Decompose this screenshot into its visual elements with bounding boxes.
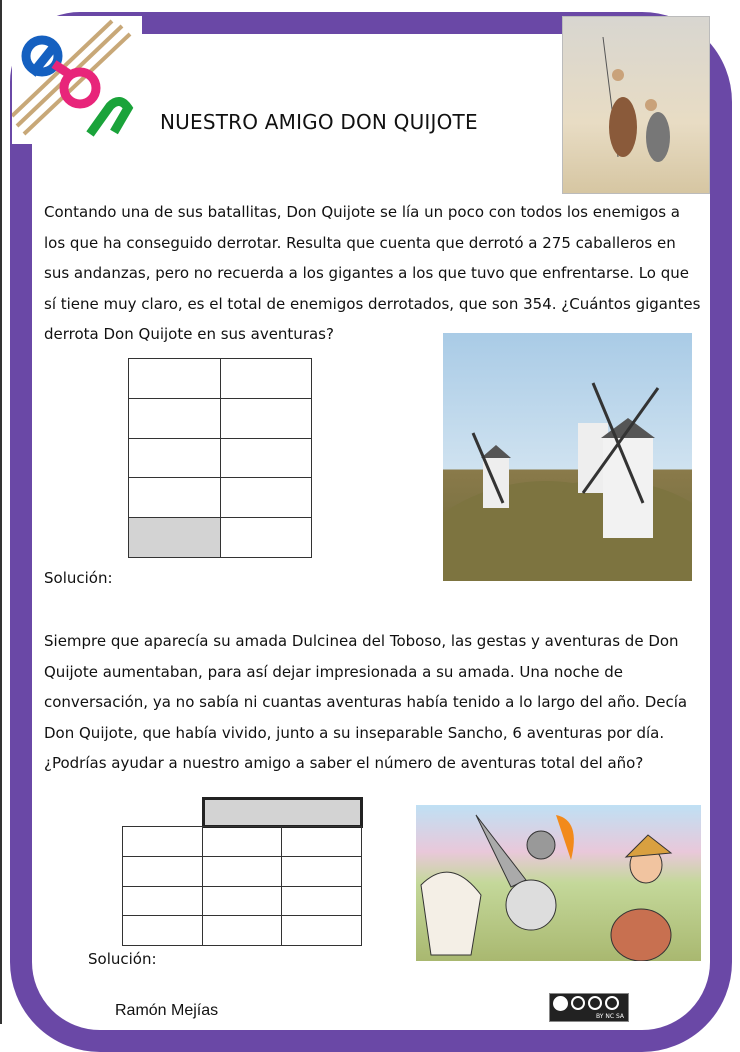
answer-grid-2-header[interactable] — [202, 797, 363, 828]
grid-cell[interactable] — [129, 478, 221, 518]
grid-cell[interactable] — [202, 856, 282, 886]
solution-label-2: Solución: — [88, 950, 157, 968]
grid-cell[interactable] — [202, 827, 282, 857]
grid-cell[interactable] — [202, 916, 282, 946]
grid-cell[interactable] — [123, 827, 203, 857]
grid-cell[interactable] — [282, 886, 362, 916]
grid-cell[interactable] — [220, 438, 312, 478]
windmills-photo — [443, 333, 692, 581]
grid-cell[interactable] — [282, 827, 362, 857]
page-title: NUESTRO AMIGO DON QUIJOTE — [160, 110, 478, 134]
answer-grid-2 — [122, 826, 362, 946]
grid-cell[interactable] — [220, 398, 312, 438]
grid-cell[interactable] — [282, 856, 362, 886]
solution-label-1: Solución: — [44, 569, 113, 587]
grid-cell[interactable] — [220, 359, 312, 399]
creative-commons-license-badge[interactable] — [549, 993, 629, 1022]
grid-cell[interactable] — [129, 398, 221, 438]
grid-cell[interactable] — [202, 886, 282, 916]
cc-license-text: BY NC SA — [596, 1013, 624, 1020]
abn-logo — [12, 16, 142, 144]
quijote-engraving-image — [562, 16, 710, 194]
problem-1-text: Contando una de sus batallitas, Don Quijote se lía un poco con todos los enemigos a los que ha conseguido derrotar. Resulta que cuenta que derrotó a 275 caballeros en sus andanzas, pero no recuerda a los gigantes a los que tuvo que enfrentarse. Lo que sí tiene muy claro, es el total de enemigos derrotados, que son 354. ¿Cuántos gigantes derrota Don Quijote en sus aventuras? — [44, 203, 701, 343]
grid-cell[interactable] — [220, 518, 312, 558]
grid-cell[interactable] — [129, 359, 221, 399]
grid-cell[interactable] — [123, 856, 203, 886]
quijote-cartoon-image — [416, 805, 701, 961]
grid-cell[interactable] — [282, 916, 362, 946]
grid-cell[interactable] — [220, 478, 312, 518]
answer-grid-1 — [128, 358, 312, 558]
grid-cell[interactable] — [129, 438, 221, 478]
grid-cell-shaded[interactable] — [129, 518, 221, 558]
grid-cell[interactable] — [123, 916, 203, 946]
grid-cell[interactable] — [123, 886, 203, 916]
author-name: Ramón Mejías — [115, 1002, 219, 1019]
cc-icons — [550, 994, 628, 1013]
page-edge — [0, 0, 2, 1024]
problem-2-text: Siempre que aparecía su amada Dulcinea del Toboso, las gestas y aventuras de Don Quijote aumentaban, para así dejar impresionada a su amada. Una noche de conversación, ya no sabía ni cuantas aventuras había tenido a lo largo del año. Decía Don Quijote, que había vivido, junto a su inseparable Sancho, 6 aventuras por día. ¿Podrías ayudar a nuestro amigo a saber el número de aventuras total del año? — [44, 632, 688, 772]
